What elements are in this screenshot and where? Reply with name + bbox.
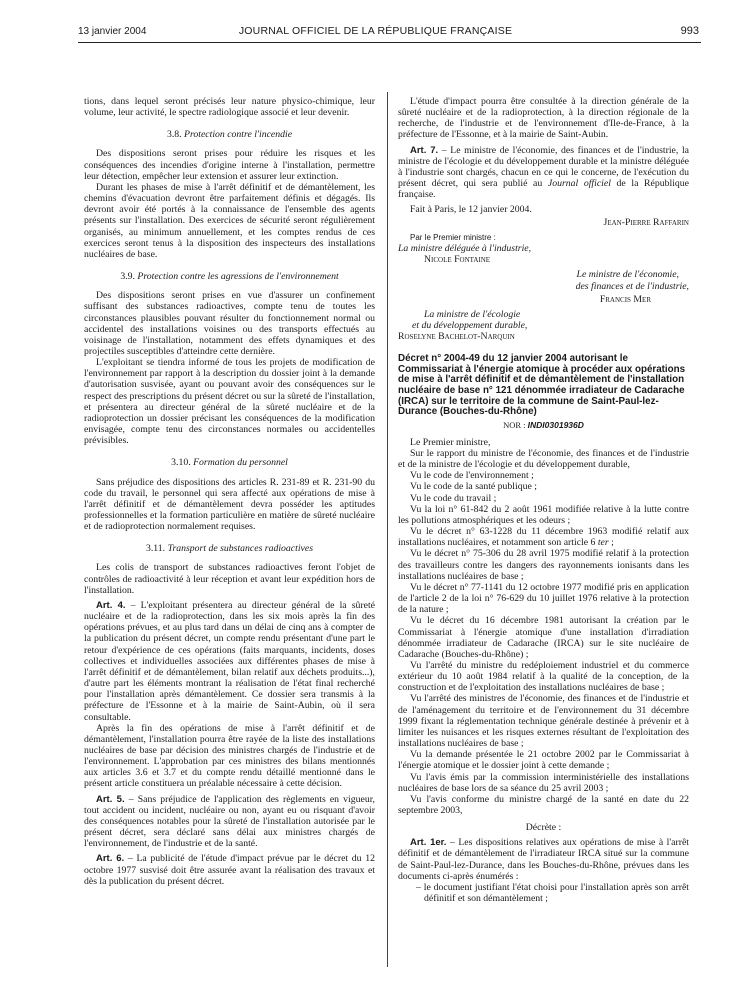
- left-column: [84, 96, 375, 887]
- paragraph: Les colis de transport de substances radioactives feront l'objet de contrôles de radioactivité à leur réception et avant leur expédition hors de l'installation.: [84, 562, 375, 596]
- section-number: 3.11.: [145, 543, 166, 555]
- article-text: – La publicité de l'étude d'impact prévue par le décret du 12 octobre 1977 susvisé doit être assurée avant la réalisation des travaux et dès la publication du présent décret.: [84, 853, 375, 887]
- paragraph: L'étude d'impact pourra être consultée à la direction générale de la sûreté nucléaire et de la radioprotection, à la direction régionale de la recherche, de l'industrie et de l'environnement d'Ile-de-France, à la préfecture de l'Essonne, et à la mairie de Saint-Aubin.: [398, 96, 689, 141]
- minister-economy-name: Francis Mer: [599, 293, 651, 305]
- nor-code: INDI0301936D: [527, 419, 584, 430]
- visa: Vu l'arrêté du ministre du redéploiement industriel et du commerce extérieur du 10 août 1984 relatif à la qualité de la conception, de la construction et de l'exploitation des installations nucléaires de base ;: [398, 659, 689, 694]
- visa: Vu le décret n° 77-1141 du 12 octobre 1977 modifié pris en application de l'article 2 de la loi n° 76-629 du 10 juillet 1976 relative à la protection de la nature ;: [398, 581, 689, 616]
- visa: Vu l'avis émis par la commission interministérielle des installations nucléaires de base lors de sa séance du 25 avril 2003 ;: [398, 771, 689, 794]
- article-text: – Le ministre de l'économie, des finances et de l'industrie, la ministre de l'écologie et du développement durable et la ministre déléguée à l'industrie sont chargés, chacun en ce qui le concerne, de l'exécution du présent décret, qui sera publié au: [398, 144, 689, 190]
- journal-reference: Journal officiel: [547, 178, 611, 190]
- visa: Vu la loi n° 61-842 du 2 août 1961 modifiée relative à la lutte contre les pollutions atmosphériques et les odeurs ;: [398, 503, 689, 526]
- visa: Vu l'arrêté des ministres de l'économie, des finances et de l'industrie et de l'aménagement du territoire et de l'environnement du 31 décembre 1999 fixant la réglementation technique générale destinée à prévenir et à limiter les nuisances et les risques externes résultant de l'exploitation des installations nucléaires de base ;: [398, 693, 689, 750]
- document-list: [398, 882, 689, 904]
- article-label: Art. 4.: [96, 599, 126, 611]
- article-7: [398, 145, 689, 201]
- section-number: 3.10.: [171, 457, 191, 469]
- article-label: Art. 7.: [410, 144, 439, 156]
- nor-label: NOR :: [503, 419, 528, 430]
- signature-preamble: [398, 232, 689, 243]
- article-1: [398, 837, 689, 882]
- minister-economy-title: [398, 269, 689, 280]
- visa: Vu le code de l'environnement ;: [410, 470, 534, 482]
- article-text: de la République française.: [398, 178, 689, 201]
- article-5: [84, 794, 375, 850]
- title-text: et du développement durable,: [412, 319, 528, 331]
- minister-economy-title-2: [398, 281, 689, 292]
- visa-text-italic: ter: [597, 537, 609, 549]
- page-header: [0, 24, 751, 40]
- section-title: Transport de substances radioactives: [167, 543, 313, 555]
- article-label: Art. 1er.: [410, 837, 447, 849]
- title-text: Le ministre de l'économie,: [576, 269, 679, 281]
- minister-ecology-name: Roselyne Bachelot-Narquin: [398, 330, 515, 342]
- page-number: 993: [680, 25, 699, 37]
- title-text: La ministre déléguée à l'industrie,: [398, 242, 532, 254]
- visa: Vu l'avis conforme du ministre chargé de la santé en date du 22 septembre 2003,: [398, 793, 689, 816]
- minister-ecology-title-2: [398, 320, 689, 331]
- article-label: Art. 5.: [96, 793, 125, 805]
- paragraph: Des dispositions seront prises pour réduire les risques et les conséquences des incendies d'origine interne à l'installation, permettre leur détection, empêcher leur extension et assurer leur extinction.: [84, 148, 375, 182]
- title-text: La ministre de l'écologie: [424, 308, 521, 320]
- paragraph: L'exploitant se tiendra informé de tous les projets de modification de l'environnement par rapport à la description du dossier joint à la demande d'autorisation susvisée, ayant ou pouvant avoir des conséquences sur le respect des prescriptions du présent décret ou sur la sûreté de l'installation, et présentera au directeur général de la sûreté nucléaire et de la radioprotection un dossier précisant les conséquences de la modification envisagée, compte tenu des circonstances normales ou accidentelles prévisibles.: [84, 357, 375, 447]
- visa-text: ;: [608, 537, 614, 549]
- list-item: – le document justifiant l'état choisi pour l'installation après son arrêt définitif et son démantèlement ;: [410, 882, 689, 904]
- section-heading-3-9: [84, 271, 375, 282]
- article-4: [84, 600, 375, 723]
- signature-prime-minister: Jean-Pierre Raffarin: [603, 216, 689, 228]
- visa: Vu le code du travail ;: [410, 492, 497, 504]
- header-date: 13 janvier 2004: [78, 26, 147, 37]
- decrete-heading: Décrète :: [525, 822, 562, 834]
- section-number: 3.8.: [166, 129, 182, 141]
- article-text: – Sans préjudice de l'application des règlements en vigueur, tout accident ou incident, nucléaire ou non, ayant eu ou risquant d'avoir des conséquences notables pour la sûreté de l'installation autorisée par le présent décret, sera déclaré sans délai aux ministres chargés de l'environnement, de l'industrie et de la santé.: [84, 793, 375, 850]
- section-title: Formation du personnel: [193, 457, 288, 469]
- section-number: 3.9.: [120, 271, 135, 283]
- section-heading-3-8: [84, 129, 375, 140]
- visa: Vu le décret n° 75-306 du 28 avril 1975 modifié relatif à la protection des travailleurs contre les dangers des rayonnements ionisants dans les installations nucléaires de base ;: [398, 548, 689, 582]
- nor-reference: [398, 420, 689, 431]
- visa: [398, 526, 689, 548]
- decree-title: Décret n° 2004-49 du 12 janvier 2004 autorisant le Commissariat à l'énergie atomique à procéder aux opérations de mise à l'arrêt définitif et de démantèlement de l'installation nucléaire de base n° 121 dénommée irradiateur de Cadarache (IRCA) sur le territoire de la commune de Saint-Paul-lez-Durance (Bouches-du-Rhône): [398, 353, 686, 418]
- visa: Vu la demande présentée le 21 octobre 2002 par le Commissariat à l'énergie atomique et le dossier joint à cette demande ;: [398, 749, 689, 772]
- visa: Vu le code de la santé publique ;: [410, 481, 537, 493]
- section-title: Protection contre les agressions de l'environnement: [137, 271, 339, 283]
- title-text: des finances et de l'industrie,: [575, 281, 689, 293]
- article-6: [84, 853, 375, 886]
- minister-industry-name: Nicole Fontaine: [424, 254, 491, 266]
- header-rule: [78, 42, 701, 43]
- paragraph: tions, dans lequel seront précisés leur nature physico-chimique, leur volume, leur activité, le spectre radiologique associé et leur devenir.: [84, 96, 375, 119]
- paragraph: Des dispositions seront prises en vue d'assurer un confinement suffisant des substances radioactives, compte tenu de toutes les circonstances plausibles pouvant résulter du fonctionnement normal ou accidentel des installations voisines ou des transports effectués au voisinage de l'installation, notamment des effets dynamiques et des projectiles susceptibles d'atteindre cette dernière.: [84, 290, 375, 357]
- paragraph: Après la fin des opérations de mise à l'arrêt définitif et de démantèlement, l'installation pourra être rayée de la liste des installations nucléaires de base par décision des ministres chargés de l'industrie et de l'environnement. L'approbation par ces ministres des bilans mentionnés aux articles 3.6 et 3.7 et du compte rendu détaillé mentionné dans le présent article constituera un préalable nécessaire à cette décision.: [84, 722, 375, 790]
- right-column: [398, 96, 689, 904]
- section-heading-3-11: [84, 543, 375, 554]
- article-text: – Les dispositions relatives aux opérations de mise à l'arrêt définitif et de démantèlement de l'irradiateur IRCA situé sur la commune de Saint-Paul-lez-Durance, dans les Bouches-du-Rhône, prévues dans les documents ci-après énumérés :: [398, 837, 689, 882]
- journal-title: JOURNAL OFFICIEL DE LA RÉPUBLIQUE FRANÇAISE: [238, 25, 513, 37]
- column-divider: [387, 92, 388, 967]
- article-text: – L'exploitant présentera au directeur général de la sûreté nucléaire et de la radioprotection, dans les six mois après la fin des opérations prévues, et au plus tard dans un délai de cinq ans à compter de la publication du présent décret, un compte rendu présentant d'une part le retour d'expérience de ces opérations (faits marquants, incidents, doses collectives et individuelles associées aux différentes phases de mise à l'arrêt définitif et de démantèlement, bilan relatif aux déchets produits...), d'autre part les éléments montrant la réalisation de l'état final recherché pour l'installation après démantèlement. Ce dossier sera transmis à la préfecture de l'Essonne et à la mairie de Saint-Aubin, où il sera consultable.: [84, 599, 375, 723]
- visa-text: Vu le décret n° 63-1228 du 11 décembre 1963 modifié relatif aux installations nucléaires, et notamment son article 6: [398, 526, 689, 549]
- section-title: Protection contre l'incendie: [184, 129, 293, 141]
- signature-date: Fait à Paris, le 12 janvier 2004.: [410, 204, 532, 216]
- paragraph: Durant les phases de mise à l'arrêt définitif et de démantèlement, les chemins d'évacuation devront être parfaitement définis et dégagés. Ils devront avoir été portés à la connaissance de l'ensemble des agents présents sur l'installation. Des exercices de sécurité seront régulièrement organisés, au minimum annuellement, et les comptes rendus de ces exercices seront tenus à la disposition des inspecteurs des installations nucléaires de base.: [84, 181, 375, 260]
- visa: Vu le décret du 16 décembre 1981 autorisant la création par le Commissariat à l'énergie atomique d'une installation d'irradiation dénommée irradiateur de Cadarache (IRCA) sur le site nucléaire de Cadarache (Bouches-du-Rhône) ;: [398, 615, 689, 660]
- section-heading-3-10: [84, 457, 375, 468]
- article-label: Art. 6.: [96, 853, 125, 865]
- par-le-premier-ministre: Par le Premier ministre :: [410, 232, 496, 242]
- minister-ecology-title: [398, 309, 689, 320]
- visa: Sur le rapport du ministre de l'économie, des finances et de l'industrie et de la ministre de l'écologie et du développement durable,: [398, 448, 689, 471]
- minister-industry-title: [398, 243, 689, 254]
- paragraph: Sans préjudice des dispositions des articles R. 231-89 et R. 231-90 du code du travail, le personnel qui sera affecté aux opérations de mise à l'arrêt définitif et de démantèlement devra posséder les aptitudes professionnelles et la formation particulière en matière de sûreté nucléaire et de radioprotection normalement requises.: [84, 476, 375, 533]
- prime-minister-line: Le Premier ministre,: [410, 436, 491, 448]
